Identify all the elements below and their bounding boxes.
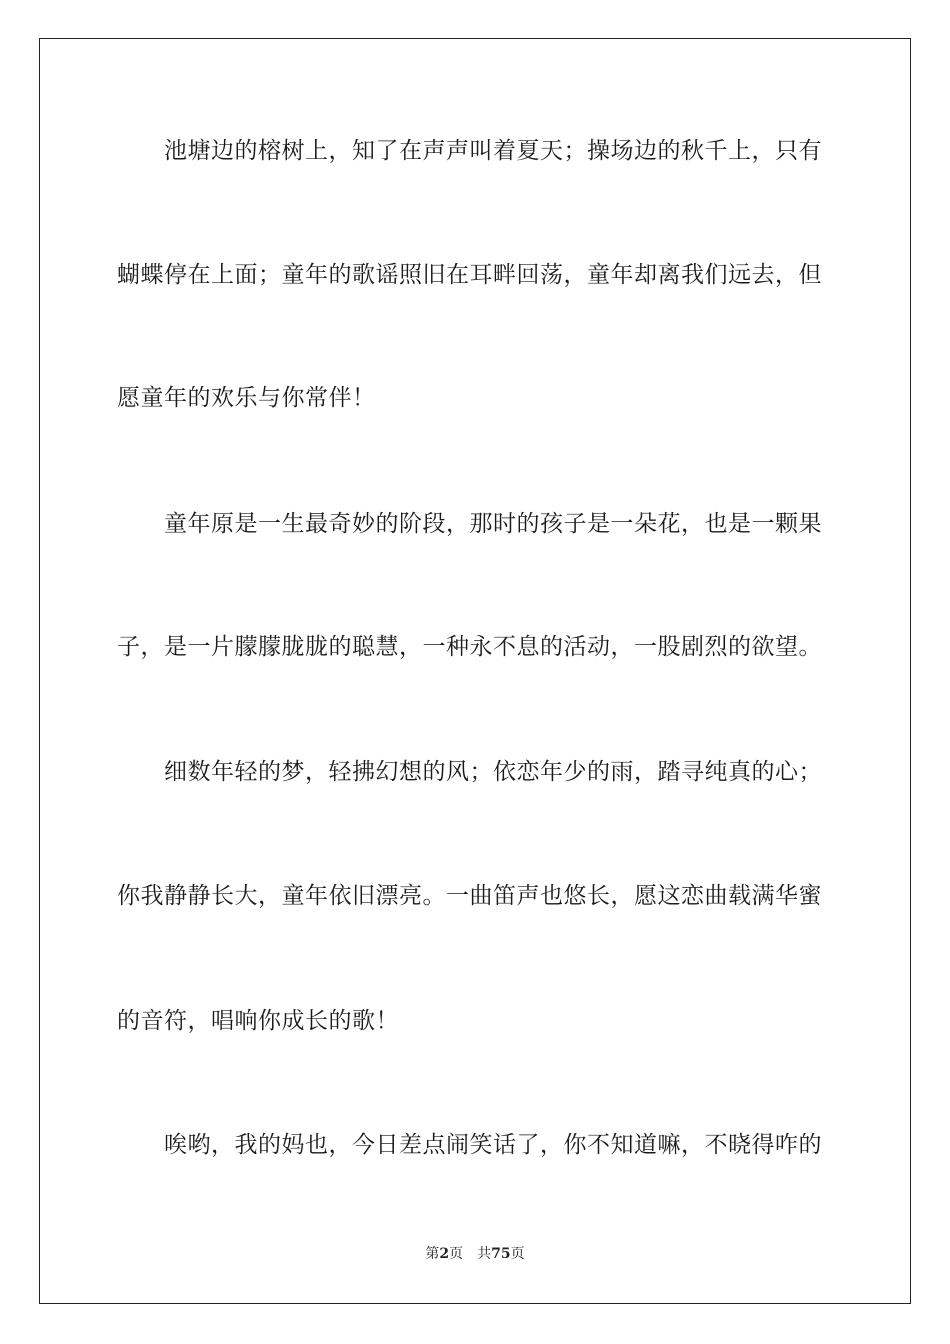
footer-total-suffix: 页 — [510, 1246, 525, 1262]
paragraph-2-line-1: 童年原是一生最奇妙的阶段，那时的孩子是一朵花，也是一颗果 — [164, 511, 822, 537]
paragraph-3-line-2: 你我静静长大，童年依旧漂亮。一曲笛声也悠长，愿这恋曲载满华蜜 — [117, 883, 822, 909]
page-frame — [39, 38, 911, 1304]
paragraph-4-line-1: 唉哟，我的妈也，今日差点闹笑话了，你不知道嘛，不晓得咋的 — [164, 1132, 822, 1158]
footer-page-suffix: 页 — [449, 1246, 464, 1262]
page-footer — [0, 1245, 950, 1263]
paragraph-1-line-1: 池塘边的榕树上，知了在声声叫着夏天；操场边的秋千上，只有 — [164, 138, 822, 164]
paragraph-1-line-3: 愿童年的欢乐与你常伴！ — [117, 385, 376, 411]
paragraph-3-line-1: 细数年轻的梦，轻拂幻想的风；依恋年少的雨，踏寻纯真的心； — [164, 759, 822, 785]
footer-page-number: 2 — [439, 1246, 450, 1262]
paragraph-2-line-2: 子，是一片朦朦胧胧的聪慧，一种永不息的活动，一股剧烈的欲望。 — [117, 634, 822, 660]
footer-page-prefix: 第 — [425, 1246, 440, 1262]
footer-total-pages: 75 — [491, 1246, 511, 1262]
footer-total-prefix: 共 — [477, 1246, 492, 1262]
paragraph-3-line-3: 的音符，唱响你成长的歌！ — [117, 1008, 399, 1034]
paragraph-1-line-2: 蝴蝶停在上面；童年的歌谣照旧在耳畔回荡，童年却离我们远去，但 — [117, 262, 822, 288]
